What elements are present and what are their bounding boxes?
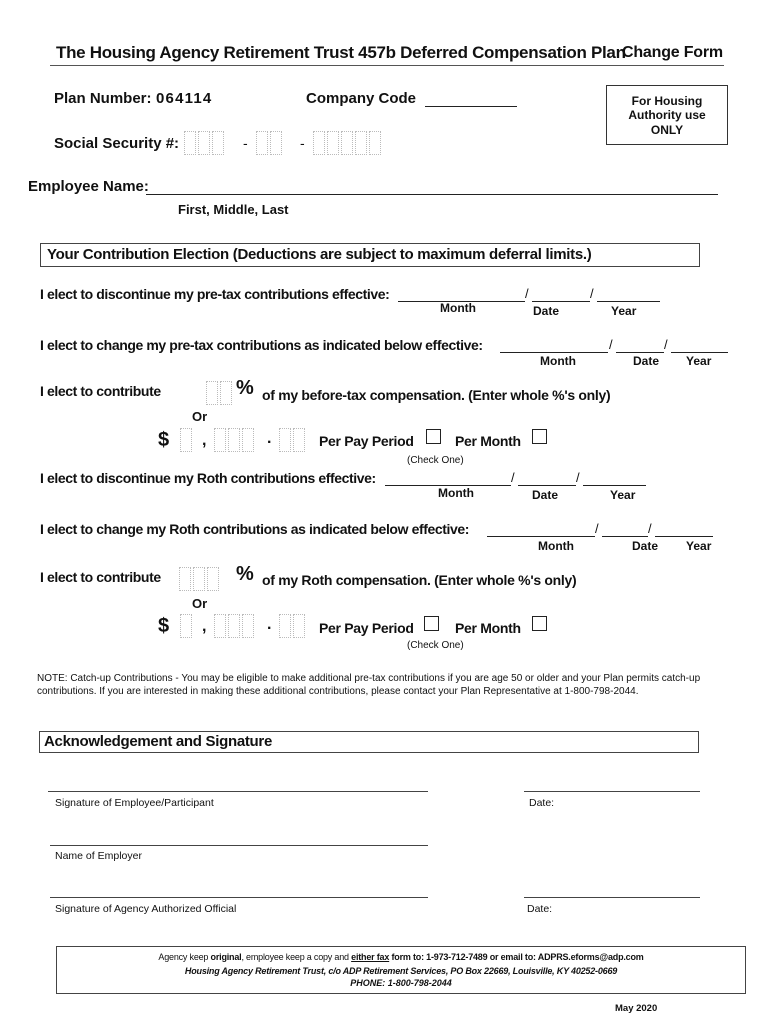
date-caption: Date xyxy=(632,539,659,553)
percent-sign: % xyxy=(236,377,254,399)
pretax-change-date[interactable] xyxy=(616,338,664,353)
employer-name-line[interactable] xyxy=(50,845,428,846)
footer-line-3: PHONE: 1-800-798-2044 xyxy=(350,978,452,988)
slash: / xyxy=(590,286,594,301)
employee-date-caption: Date: xyxy=(529,797,555,809)
authority-line-2: Authority use xyxy=(628,108,706,122)
roth-change-date[interactable] xyxy=(602,522,648,537)
comma: , xyxy=(202,432,207,449)
roth-dollar-box[interactable] xyxy=(214,614,226,638)
pretax-dollar-box[interactable] xyxy=(180,428,192,452)
pretax-percent-text: of my before-tax compensation. (Enter whole %'s only) xyxy=(262,387,611,403)
footer-line-1-post: form to: 1-973-712-7489 or email to: ADPRS.eforms@adp.com xyxy=(389,952,644,962)
or-label: Or xyxy=(192,409,208,424)
pretax-cents-box[interactable] xyxy=(293,428,305,452)
ssn-label: Social Security #: xyxy=(54,135,180,152)
roth-percent-box[interactable] xyxy=(179,567,191,591)
roth-dollar-box[interactable] xyxy=(228,614,240,638)
roth-cents-box[interactable] xyxy=(279,614,291,638)
employee-signature-line[interactable] xyxy=(48,791,428,792)
employee-signature-caption: Signature of Employee/Participant xyxy=(55,797,214,809)
ssn-digit-box[interactable] xyxy=(327,131,339,155)
pretax-percent-box[interactable] xyxy=(206,381,218,405)
footer-original: original xyxy=(210,952,242,962)
year-caption: Year xyxy=(686,539,712,553)
pretax-dollar-box[interactable] xyxy=(242,428,254,452)
roth-contribute-label: I elect to contribute xyxy=(40,569,161,585)
pretax-dollar-box[interactable] xyxy=(228,428,240,452)
agency-signature-line[interactable] xyxy=(50,897,428,898)
plan-number-label: Plan Number: xyxy=(54,90,152,107)
pretax-cents-box[interactable] xyxy=(279,428,291,452)
pretax-discontinue-year[interactable] xyxy=(597,287,660,302)
roth-discontinue-year[interactable] xyxy=(583,471,646,486)
pretax-change-year[interactable] xyxy=(671,338,728,353)
ssn-digit-box[interactable] xyxy=(313,131,325,155)
year-caption: Year xyxy=(686,354,712,368)
employer-name-caption: Name of Employer xyxy=(55,850,142,862)
authority-line-3: ONLY xyxy=(650,123,684,137)
roth-per-month-checkbox[interactable] xyxy=(532,616,547,631)
date-caption: Date xyxy=(633,354,660,368)
slash: / xyxy=(648,521,652,536)
footer-line-1-pre: Agency keep xyxy=(158,952,211,962)
catch-up-note: NOTE: Catch-up Contributions - You may be eligible to make additional pre-tax contributions if you are age 50 or older and your Plan permits catch-up contributions. If you are interested in making these additional contributions, please contact your Plan Representative at 1-800-798-2044. xyxy=(37,673,701,697)
employee-name-label: Employee Name: xyxy=(28,178,149,195)
decimal-point: . xyxy=(267,616,272,633)
agency-date-caption: Date: xyxy=(527,903,553,915)
ssn-digit-box[interactable] xyxy=(212,131,224,155)
pretax-dollar-box[interactable] xyxy=(214,428,226,452)
pretax-percent-box[interactable] xyxy=(220,381,232,405)
per-pay-period-label: Per Pay Period xyxy=(319,620,414,636)
dollar-sign: $ xyxy=(158,615,170,637)
roth-discontinue-label: I elect to discontinue my Roth contributions effective: xyxy=(40,470,376,486)
plan-number-value: 064114 xyxy=(156,90,213,107)
date-caption: Date xyxy=(532,488,559,502)
date-caption: Date xyxy=(533,304,560,318)
slash: / xyxy=(511,470,515,485)
slash: / xyxy=(525,286,529,301)
month-caption: Month xyxy=(438,486,474,500)
form-revision-date: May 2020 xyxy=(615,1003,658,1014)
year-caption: Year xyxy=(611,304,637,318)
roth-discontinue-month[interactable] xyxy=(385,471,511,486)
slash: / xyxy=(576,470,580,485)
decimal-point: . xyxy=(267,430,272,447)
or-label: Or xyxy=(192,596,208,611)
ssn-digit-box[interactable] xyxy=(184,131,196,155)
footer-line-1 xyxy=(56,952,746,962)
month-caption: Month xyxy=(540,354,576,368)
ssn-digit-box[interactable] xyxy=(369,131,381,155)
slash: / xyxy=(609,337,613,352)
roth-percent-box[interactable] xyxy=(193,567,205,591)
percent-sign: % xyxy=(236,563,254,585)
pretax-discontinue-month[interactable] xyxy=(398,287,525,302)
agency-date-line[interactable] xyxy=(524,897,700,898)
per-month-label: Per Month xyxy=(455,620,521,636)
roth-change-label: I elect to change my Roth contributions as indicated below effective: xyxy=(40,521,470,537)
company-code-label: Company Code xyxy=(306,90,417,107)
dollar-sign: $ xyxy=(158,429,170,451)
month-caption: Month xyxy=(538,539,574,553)
contribution-section-title: Your Contribution Election (Deductions are subject to maximum deferral limits.) xyxy=(47,246,592,263)
agency-signature-caption: Signature of Agency Authorized Official xyxy=(55,903,237,915)
pretax-per-pay-period-checkbox[interactable] xyxy=(426,429,441,444)
roth-dollar-box[interactable] xyxy=(180,614,192,638)
roth-cents-box[interactable] xyxy=(293,614,305,638)
footer-line-2: Housing Agency Retirement Trust, c/o ADP Retirement Services, PO Box 22669, Louisville, KY 40252-0669 xyxy=(184,966,618,976)
ssn-digit-box[interactable] xyxy=(270,131,282,155)
slash: / xyxy=(595,521,599,536)
roth-per-pay-period-checkbox[interactable] xyxy=(424,616,439,631)
check-one-hint: (Check One) xyxy=(407,640,464,651)
roth-discontinue-date[interactable] xyxy=(518,471,576,486)
form-type: Change Form xyxy=(622,44,723,61)
pretax-per-month-checkbox[interactable] xyxy=(532,429,547,444)
ssn-digit-box[interactable] xyxy=(341,131,353,155)
employee-date-line[interactable] xyxy=(524,791,700,792)
company-code-field[interactable] xyxy=(425,92,517,107)
footer-line-1-mid: , employee keep a copy and xyxy=(241,952,352,962)
acknowledgement-section-title: Acknowledgement and Signature xyxy=(44,733,273,750)
form-title: The Housing Agency Retirement Trust 457b Deferred Compensation Plan xyxy=(56,43,626,62)
pretax-contribute-label: I elect to contribute xyxy=(40,383,161,399)
roth-percent-text: of my Roth compensation. (Enter whole %'s only) xyxy=(262,572,577,588)
ssn-dash: - xyxy=(243,135,248,151)
roth-change-month[interactable] xyxy=(487,522,595,537)
per-month-label: Per Month xyxy=(455,433,521,449)
ssn-digit-box[interactable] xyxy=(355,131,367,155)
ssn-digit-box[interactable] xyxy=(198,131,210,155)
ssn-digit-box[interactable] xyxy=(256,131,268,155)
roth-dollar-box[interactable] xyxy=(242,614,254,638)
employee-name-field[interactable] xyxy=(146,180,718,195)
employee-name-hint: First, Middle, Last xyxy=(178,202,289,217)
authority-line-1: For Housing xyxy=(631,94,703,108)
pretax-discontinue-label: I elect to discontinue my pre-tax contributions effective: xyxy=(40,286,390,302)
slash: / xyxy=(664,337,668,352)
ssn-dash: - xyxy=(300,135,305,151)
comma: , xyxy=(202,618,207,635)
pretax-discontinue-date[interactable] xyxy=(532,287,590,302)
per-pay-period-label: Per Pay Period xyxy=(319,433,414,449)
footer-either-fax: either fax xyxy=(351,952,390,962)
roth-change-year[interactable] xyxy=(655,522,713,537)
month-caption: Month xyxy=(440,301,476,315)
year-caption: Year xyxy=(610,488,636,502)
header-rule xyxy=(50,65,724,66)
check-one-hint: (Check One) xyxy=(407,455,464,466)
pretax-change-label: I elect to change my pre-tax contributions as indicated below effective: xyxy=(40,337,483,353)
pretax-change-month[interactable] xyxy=(500,338,608,353)
roth-percent-box[interactable] xyxy=(207,567,219,591)
